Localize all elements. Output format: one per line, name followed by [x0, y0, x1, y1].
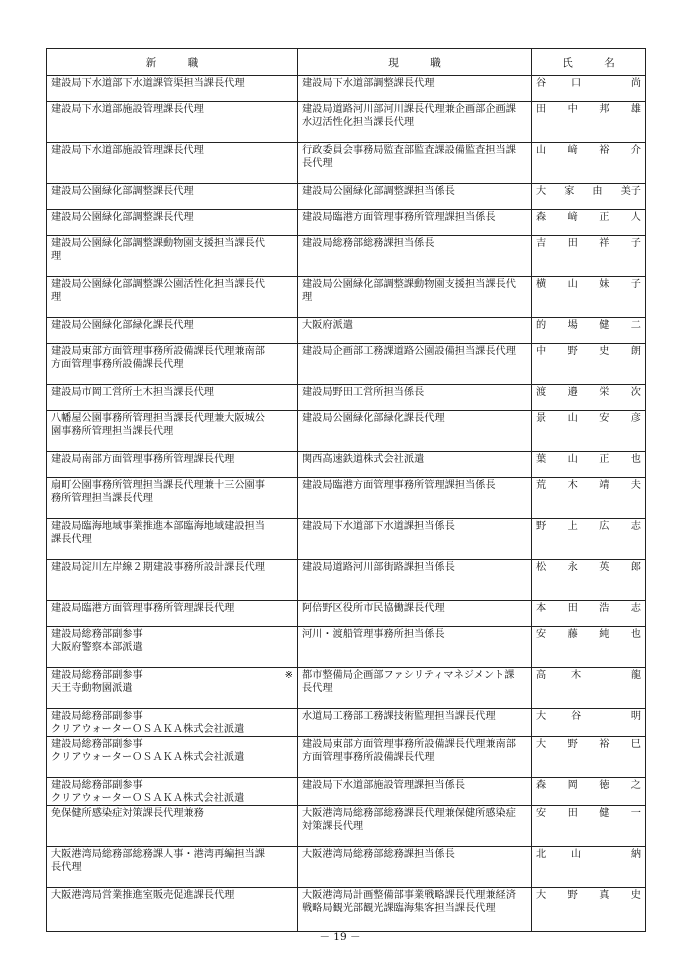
- name-cell: [532, 236, 646, 277]
- person-name: [536, 185, 641, 198]
- current-position-line: 理: [302, 292, 313, 303]
- name-char: 吉: [536, 238, 547, 249]
- name-char: 野: [536, 521, 547, 532]
- current-position-cell: [298, 184, 532, 210]
- name-char: 﨑: [567, 212, 578, 223]
- name-char: 山: [571, 849, 582, 860]
- name-char: 靖: [599, 480, 610, 491]
- name-cell: [532, 76, 646, 102]
- name-cell: [532, 560, 646, 601]
- new-position-line: 建設局下水道部下水道課管渠担当課長代理: [51, 78, 245, 89]
- name-char: 大: [536, 890, 547, 901]
- current-position-line: 水道局工務部工務課技術監理担当課長代理: [302, 711, 496, 722]
- person-name: [536, 412, 641, 425]
- name-char: 横: [536, 279, 547, 290]
- header-current-position: 現 職: [298, 49, 532, 76]
- person-name: [536, 520, 641, 533]
- name-char: 木: [571, 670, 582, 681]
- current-position-cell: [298, 806, 532, 847]
- name-char: 介: [630, 145, 641, 156]
- name-cell: [532, 778, 646, 806]
- name-char: 子: [630, 238, 641, 249]
- current-position-line: 大阪港湾局計画整備部事業戦略課長代理兼経済: [302, 890, 516, 901]
- new-position-line: 長代理: [51, 862, 82, 873]
- name-char: 納: [630, 849, 641, 860]
- table-header-row: [47, 49, 646, 76]
- name-char: 安: [536, 629, 547, 640]
- name-cell: [532, 102, 646, 143]
- name-char: 真: [599, 890, 610, 901]
- current-position-line: 大阪府派遣: [302, 320, 353, 331]
- current-position-line: 建設局下水道部調整課長代理: [302, 78, 435, 89]
- name-cell: [532, 277, 646, 318]
- table-row: [47, 143, 646, 184]
- name-char: 荒: [536, 480, 547, 491]
- current-position-cell: [298, 344, 532, 385]
- current-position-cell: [298, 888, 532, 932]
- name-cell: [532, 627, 646, 668]
- new-position-line: 務所管理担当課長代理: [51, 493, 153, 504]
- new-position-line: 建設局淀川左岸線２期建設事務所設計課長代理: [51, 562, 265, 573]
- name-char: 景: [536, 413, 547, 424]
- current-position-line: 長代理: [302, 683, 333, 694]
- name-char: 田: [536, 104, 547, 115]
- name-char: 田: [567, 238, 578, 249]
- new-position-cell: [47, 344, 298, 385]
- person-name: [536, 807, 641, 820]
- table-row: [47, 478, 646, 519]
- name-char: 北: [536, 849, 547, 860]
- person-name: [536, 848, 641, 861]
- name-cell: [532, 709, 646, 737]
- current-position-cell: [298, 737, 532, 778]
- name-char: 的: [536, 320, 547, 331]
- new-position-line: クリアウォーターＯＳＡＫＡ株式会社派遣: [51, 793, 245, 804]
- person-name: [536, 561, 641, 574]
- name-char: 巳: [630, 739, 641, 750]
- person-name: [536, 779, 641, 792]
- person-name: [536, 889, 641, 902]
- new-position-cell: [47, 210, 298, 236]
- current-position-line: 水辺活性化担当課長代理: [302, 117, 415, 128]
- name-char: 邉: [567, 387, 578, 398]
- current-position-cell: [298, 143, 532, 184]
- new-position-line: 大阪港湾局営業推進室販売促進課長代理: [51, 890, 235, 901]
- new-position-line: 建設局公園緑化部調整課動物園支援担当課長代: [51, 238, 265, 249]
- person-name: [536, 144, 641, 157]
- table-row: [47, 385, 646, 411]
- new-position-line: 大阪府警察本部派遣: [51, 642, 143, 653]
- name-char: 森: [536, 212, 547, 223]
- name-char: 山: [567, 279, 578, 290]
- name-char: 裕: [599, 145, 610, 156]
- table-row: [47, 888, 646, 932]
- new-position-line: 天王寺動物園派遣: [51, 683, 133, 694]
- new-position-line: 園事務所管理担当課長代理: [51, 426, 174, 437]
- name-char: 野: [567, 346, 578, 357]
- new-position-line: 建設局公園緑化部調整課長代理: [51, 212, 194, 223]
- name-char: 健: [599, 808, 610, 819]
- current-position-cell: [298, 560, 532, 601]
- name-char: 谷: [571, 711, 582, 722]
- current-position-cell: [298, 668, 532, 709]
- name-char: 安: [536, 808, 547, 819]
- name-char: 栄: [599, 387, 610, 398]
- current-position-cell: [298, 452, 532, 478]
- current-position-line: 大阪港湾局総務部総務課長代理兼保健所感染症: [302, 808, 516, 819]
- name-char: 大: [536, 739, 547, 750]
- current-position-cell: [298, 478, 532, 519]
- table-row: [47, 452, 646, 478]
- name-cell: [532, 847, 646, 888]
- name-char: 山: [536, 145, 547, 156]
- name-char: 野: [567, 739, 578, 750]
- new-position-line: 扇町公園事務所管理担当課長代理兼十三公園事: [51, 480, 265, 491]
- new-position-cell: [47, 102, 298, 143]
- name-char: 場: [567, 320, 578, 331]
- name-char: 正: [599, 212, 610, 223]
- new-position-line: 大阪港湾局総務部総務課人事・港湾再編担当課: [51, 849, 265, 860]
- current-position-line: 阿倍野区役所市民協働課長代理: [302, 603, 445, 614]
- current-position-line: 建設局公園緑化部調整課動物園支援担当課長代: [302, 279, 516, 290]
- table-body: [47, 76, 646, 932]
- table-row: [47, 277, 646, 318]
- person-name: [536, 628, 641, 641]
- table-row: [47, 76, 646, 102]
- note-mark: ※: [284, 670, 293, 681]
- current-position-line: 建設局企画部工務課道路公園設備担当課長代理: [302, 346, 516, 357]
- current-position-cell: [298, 318, 532, 344]
- current-position-cell: [298, 76, 532, 102]
- new-position-cell: [47, 888, 298, 932]
- person-name: [536, 453, 641, 466]
- name-char: 志: [630, 521, 641, 532]
- name-char: 邦: [599, 104, 610, 115]
- name-char: 山: [567, 454, 578, 465]
- name-cell: [532, 806, 646, 847]
- name-char: 中: [567, 104, 578, 115]
- table-row: [47, 806, 646, 847]
- table-row: [47, 709, 646, 737]
- new-position-line: 建設局公園緑化部調整課長代理: [51, 186, 194, 197]
- name-cell: [532, 668, 646, 709]
- name-char: 史: [599, 346, 610, 357]
- name-char: 史: [630, 890, 641, 901]
- new-position-line: 免保健所感染症対策課長代理兼務: [51, 808, 204, 819]
- table-row: [47, 601, 646, 627]
- name-cell: [532, 318, 646, 344]
- current-position-cell: [298, 236, 532, 277]
- current-position-line: 建設局東部方面管理事務所設備課長代理兼南部: [302, 739, 516, 750]
- new-position-cell: [47, 806, 298, 847]
- header-name: 氏 名: [532, 49, 646, 76]
- current-position-line: 建設局下水道部下水道課担当係長: [302, 521, 455, 532]
- name-char: 大: [536, 711, 547, 722]
- name-char: 浩: [599, 603, 610, 614]
- name-cell: [532, 519, 646, 560]
- person-name: [536, 103, 641, 116]
- name-char: 上: [567, 521, 578, 532]
- name-char: 口: [571, 78, 582, 89]
- name-char: 也: [630, 629, 641, 640]
- name-char: 大: [536, 186, 547, 197]
- new-position-line: 建設局総務部副参事: [51, 711, 143, 722]
- person-name: [536, 602, 641, 615]
- current-position-line: 方面管理事務所設備課長代理: [302, 752, 435, 763]
- new-position-cell: [47, 519, 298, 560]
- new-position-line: 建設局総務部副参事: [51, 670, 143, 681]
- person-name: [536, 237, 641, 250]
- name-char: 正: [599, 454, 610, 465]
- new-position-line: 建設局公園緑化部調整課公園活性化担当課長代: [51, 279, 265, 290]
- name-char: 森: [536, 780, 547, 791]
- new-position-line: クリアウォーターＯＳＡＫＡ株式会社派遣: [51, 724, 245, 735]
- new-position-line: 建設局総務部副参事: [51, 739, 143, 750]
- new-position-line: 建設局臨港方面管理事務所管理課長代理: [51, 603, 235, 614]
- name-char: 健: [599, 320, 610, 331]
- person-name: [536, 386, 641, 399]
- table-row: [47, 627, 646, 668]
- name-char: 木: [567, 480, 578, 491]
- new-position-cell: [47, 627, 298, 668]
- name-char: 明: [630, 711, 641, 722]
- person-name: [536, 479, 641, 492]
- name-cell: [532, 143, 646, 184]
- table-row: [47, 102, 646, 143]
- current-position-cell: [298, 411, 532, 452]
- new-position-cell: [47, 847, 298, 888]
- table-row: [47, 519, 646, 560]
- current-position-line: 河川・渡船管理事務所担当係長: [302, 629, 445, 640]
- name-char: 祥: [599, 238, 610, 249]
- name-char: 藤: [567, 629, 578, 640]
- new-position-cell: [47, 236, 298, 277]
- name-char: 彦: [630, 413, 641, 424]
- name-char: 由: [592, 186, 603, 197]
- name-char: 田: [567, 603, 578, 614]
- name-char: 本: [536, 603, 547, 614]
- current-position-line: 建設局臨港方面管理事務所管理課担当係長: [302, 480, 496, 491]
- current-position-cell: [298, 778, 532, 806]
- current-position-cell: [298, 709, 532, 737]
- table-row: [47, 236, 646, 277]
- table-row: [47, 411, 646, 452]
- current-position-line: 建設局公園緑化部調整課担当係長: [302, 186, 455, 197]
- new-position-cell: [47, 76, 298, 102]
- current-position-cell: [298, 210, 532, 236]
- name-char: 渡: [536, 387, 547, 398]
- name-char: 裕: [599, 739, 610, 750]
- new-position-line: 方面管理事務所設備課長代理: [51, 359, 184, 370]
- current-position-line: 都市整備局企画部ファシリティマネジメント課: [302, 670, 515, 681]
- name-char: 二: [630, 320, 641, 331]
- table-row: [47, 778, 646, 806]
- current-position-line: 建設局公園緑化部緑化課長代理: [302, 413, 445, 424]
- name-char: 美子: [620, 186, 641, 197]
- name-char: 永: [567, 562, 578, 573]
- name-char: 人: [630, 212, 641, 223]
- new-position-line: 建設局公園緑化部緑化課長代理: [51, 320, 194, 331]
- name-char: 龍: [630, 670, 641, 681]
- person-name: [536, 77, 641, 90]
- new-position-cell: [47, 143, 298, 184]
- name-char: 一: [630, 808, 641, 819]
- name-cell: [532, 888, 646, 932]
- person-name: [536, 710, 641, 723]
- table-row: [47, 318, 646, 344]
- person-name: [536, 669, 641, 682]
- current-position-line: 建設局野田工営所担当係長: [302, 387, 425, 398]
- table-row: [47, 184, 646, 210]
- new-position-cell: [47, 385, 298, 411]
- name-cell: [532, 385, 646, 411]
- name-char: 谷: [536, 78, 547, 89]
- name-char: 岡: [567, 780, 578, 791]
- person-name: [536, 211, 641, 224]
- current-position-line: 大阪港湾局総務部総務課担当係長: [302, 849, 455, 860]
- new-position-line: 建設局総務部副参事: [51, 780, 143, 791]
- name-char: 純: [599, 629, 610, 640]
- personnel-table: [46, 48, 646, 932]
- current-position-cell: [298, 601, 532, 627]
- name-char: 広: [599, 521, 610, 532]
- name-char: 徳: [599, 780, 610, 791]
- new-position-line: 八幡屋公園事務所管理担当課長代理兼大阪城公: [51, 413, 265, 424]
- new-position-cell: [47, 277, 298, 318]
- current-position-line: 対策課長代理: [302, 821, 364, 832]
- name-char: 﨑: [567, 145, 578, 156]
- name-char: 朗: [630, 346, 641, 357]
- current-position-cell: [298, 519, 532, 560]
- current-position-cell: [298, 847, 532, 888]
- name-char: 志: [630, 603, 641, 614]
- new-position-cell: [47, 318, 298, 344]
- name-char: 次: [630, 387, 641, 398]
- name-cell: [532, 184, 646, 210]
- new-position-cell: [47, 668, 298, 709]
- current-position-line: 関西高速鉄道株式会社派遣: [302, 454, 425, 465]
- name-char: 也: [630, 454, 641, 465]
- name-cell: [532, 737, 646, 778]
- new-position-cell: [47, 452, 298, 478]
- current-position-line: 行政委員会事務局監査部監査課設備監査担当課: [302, 145, 516, 156]
- table-row: [47, 668, 646, 709]
- header-new-position: 新 職: [47, 49, 298, 76]
- current-position-cell: [298, 277, 532, 318]
- person-name: [536, 319, 641, 332]
- current-position-line: 建設局臨港方面管理事務所管理課担当係長: [302, 212, 496, 223]
- table-row: [47, 560, 646, 601]
- new-position-line: クリアウォーターＯＳＡＫＡ株式会社派遣: [51, 752, 245, 763]
- new-position-cell: [47, 601, 298, 627]
- page-number: － 19 －: [319, 931, 361, 943]
- name-cell: [532, 411, 646, 452]
- current-position-cell: [298, 627, 532, 668]
- new-position-line: 理: [51, 251, 62, 262]
- new-position-line: 建設局東部方面管理事務所設備課長代理兼南部: [51, 346, 265, 357]
- name-char: 葉: [536, 454, 547, 465]
- name-char: 中: [536, 346, 547, 357]
- new-position-cell: [47, 709, 298, 737]
- table-row: [47, 847, 646, 888]
- name-char: 尚: [630, 78, 641, 89]
- new-position-line: 理: [51, 292, 62, 303]
- table-row: [47, 344, 646, 385]
- new-position-line: 課長代理: [51, 534, 92, 545]
- name-char: 子: [630, 279, 641, 290]
- new-position-line: 建設局下水道部施設管理課長代理: [51, 104, 204, 115]
- new-position-line: 建設局下水道部施設管理課長代理: [51, 145, 204, 156]
- name-cell: [532, 452, 646, 478]
- name-char: 英: [599, 562, 610, 573]
- name-char: 野: [567, 890, 578, 901]
- new-position-cell: [47, 737, 298, 778]
- current-position-cell: [298, 102, 532, 143]
- new-position-cell: [47, 560, 298, 601]
- new-position-line: 建設局臨海地域事業推進本部臨海地域建設担当: [51, 521, 265, 532]
- person-name: [536, 738, 641, 751]
- name-char: 雄: [630, 104, 641, 115]
- name-char: 夫: [630, 480, 641, 491]
- current-position-cell: [298, 385, 532, 411]
- person-name: [536, 345, 641, 358]
- new-position-cell: [47, 411, 298, 452]
- name-char: 山: [567, 413, 578, 424]
- current-position-line: 建設局総務部総務課担当係長: [302, 238, 435, 249]
- new-position-line: 建設局市岡工営所土木担当課長代理: [51, 387, 214, 398]
- new-position-cell: [47, 778, 298, 806]
- name-char: 郎: [630, 562, 641, 573]
- name-cell: [532, 344, 646, 385]
- table-row: [47, 737, 646, 778]
- current-position-line: 戦略局観光部観光課臨海集客担当課長代理: [302, 903, 496, 914]
- name-char: 高: [536, 670, 547, 681]
- name-cell: [532, 210, 646, 236]
- name-char: 之: [630, 780, 641, 791]
- new-position-cell: [47, 478, 298, 519]
- name-char: 松: [536, 562, 547, 573]
- current-position-line: 長代理: [302, 158, 333, 169]
- new-position-line: 建設局総務部副参事: [51, 629, 143, 640]
- name-char: 安: [599, 413, 610, 424]
- name-cell: [532, 478, 646, 519]
- current-position-line: 建設局下水道部施設管理課担当係長: [302, 780, 465, 791]
- new-position-line: 建設局南部方面管理事務所管理課長代理: [51, 454, 235, 465]
- name-char: 家: [564, 186, 575, 197]
- name-char: 田: [567, 808, 578, 819]
- current-position-line: 建設局道路河川部街路課担当係長: [302, 562, 455, 573]
- current-position-line: 建設局道路河川部河川課長代理兼企画部企画課: [302, 104, 516, 115]
- person-name: [536, 278, 641, 291]
- name-char: 妹: [599, 279, 610, 290]
- new-position-cell: [47, 184, 298, 210]
- table-row: [47, 210, 646, 236]
- name-cell: [532, 601, 646, 627]
